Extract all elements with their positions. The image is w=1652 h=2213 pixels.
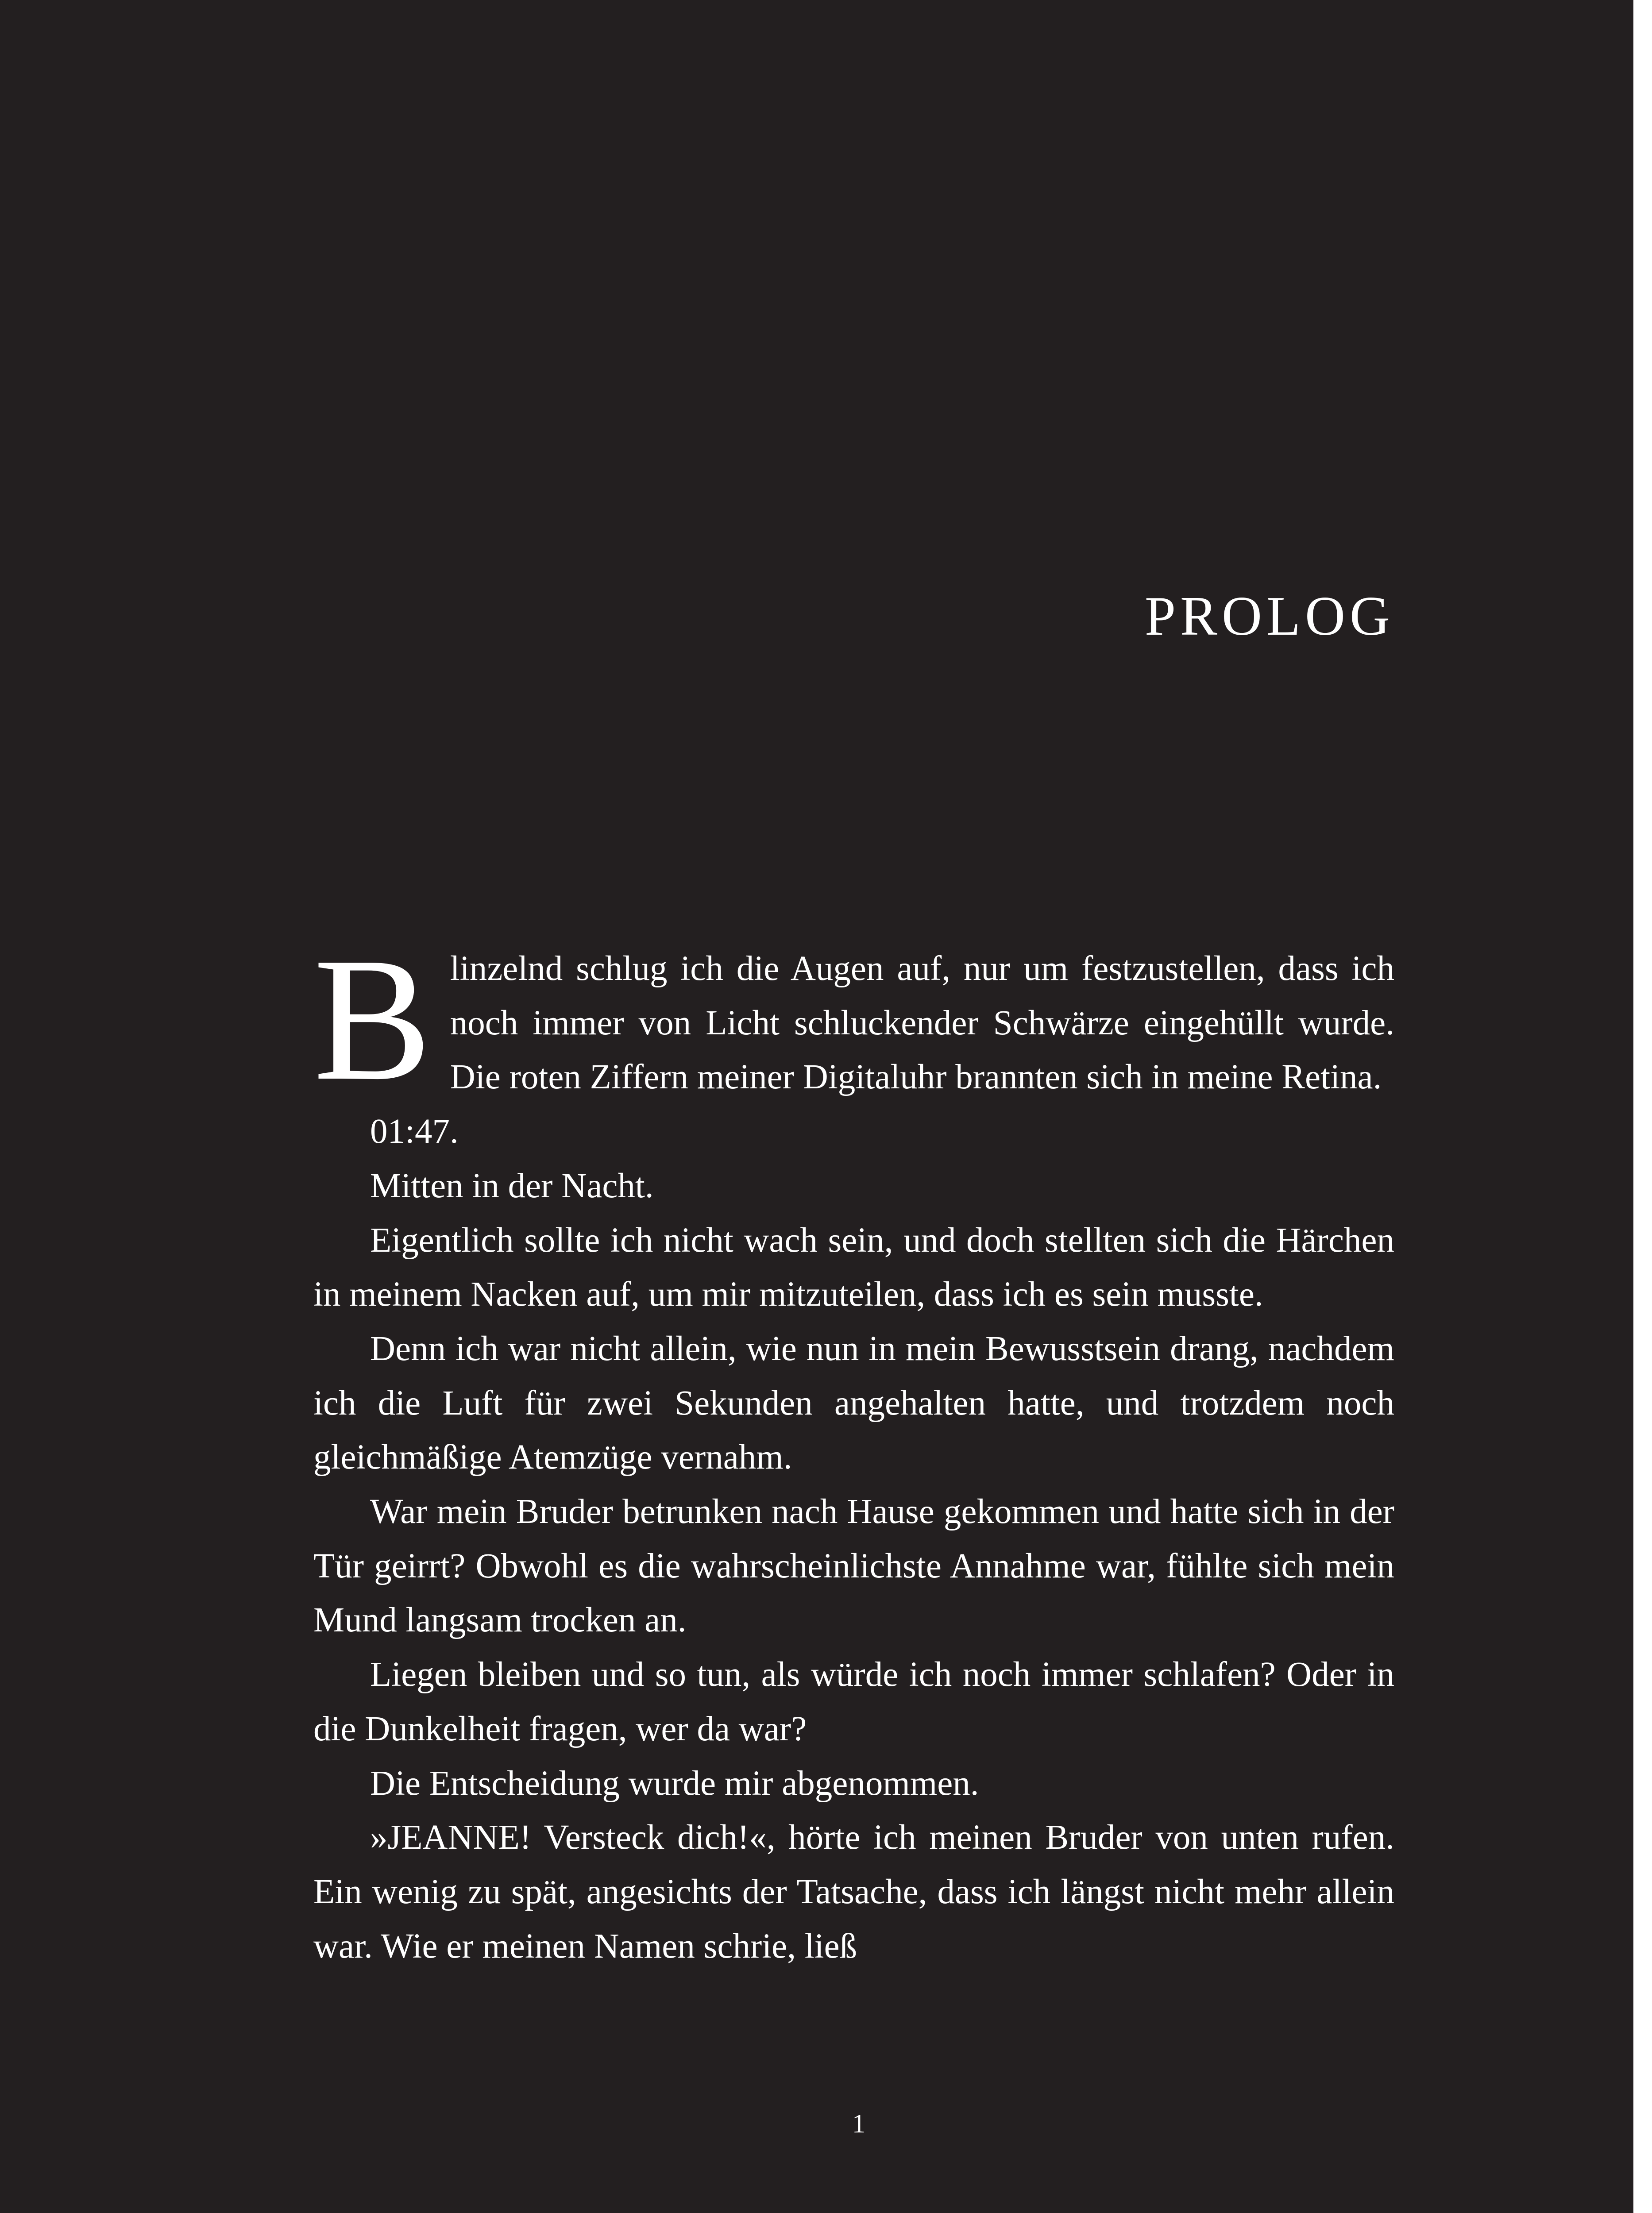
- paragraph: Mitten in der Nacht.: [370, 1166, 654, 1205]
- chapter-title: PROLOG: [1144, 586, 1394, 647]
- paragraph: Die Entscheidung wurde mir abgenommen.: [370, 1764, 979, 1803]
- first-paragraph: [313, 921, 1394, 1117]
- paragraph: Liegen bleiben und so tun, als würde ich noch immer schlafen? Oder in die Dunkelheit fragen, wer da war?: [313, 1655, 1394, 1748]
- chapter-text: [313, 921, 1394, 1974]
- paragraph: 01:47.: [370, 1112, 459, 1151]
- page-number: 1: [852, 2109, 865, 2138]
- paragraph: Denn ich war nicht allein, wie nun in mein Bewusstsein drang, nachdem ich die Luft für zwei Sekunden angehalten hatte, und trotzdem noch gleichmäßige Atemzüge vernahm.: [313, 1329, 1394, 1477]
- first-paragraph-text: linzelnd schlug ich die Augen auf, nur um festzustellen, dass ich noch immer von Licht schluckender Schwärze eingehüllt wurde. Die roten Ziffern meiner Digitaluhr brannten sich in meine Retina.: [450, 949, 1394, 1097]
- paragraph: War mein Bruder betrunken nach Hause gekommen und hatte sich in der Tür geirrt? Obwohl es die wahrscheinlichste Annahme war, fühlte sich mein Mund langsam trocken an.: [313, 1492, 1394, 1640]
- paragraph: Eigentlich sollte ich nicht wach sein, und doch stellten sich die Härchen in meinem Nacken auf, um mir mitzuteilen, dass ich es sein musste.: [313, 1221, 1394, 1314]
- paragraph: »JEANNE! Versteck dich!«, hörte ich meinen Bruder von unten rufen. Ein wenig zu spät, angesichts der Tatsache, dass ich längst nicht mehr allein war. Wie er meinen Namen schrie, ließ: [313, 1818, 1394, 1966]
- drop-cap: B: [313, 921, 432, 1117]
